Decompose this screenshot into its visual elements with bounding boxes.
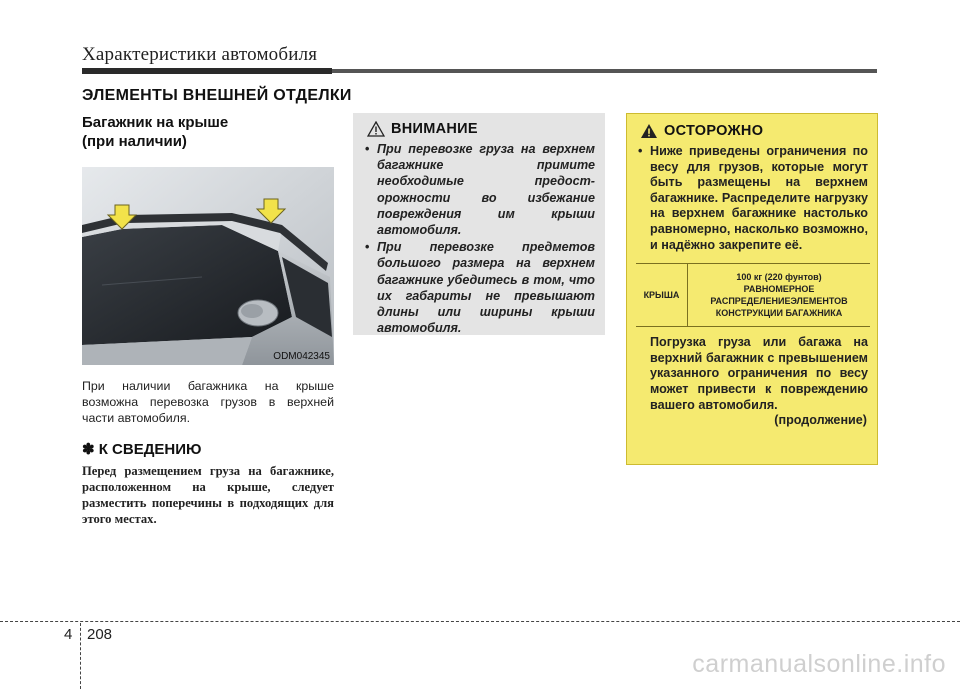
attention-list <box>363 141 595 336</box>
page-number: 208 <box>87 626 113 643</box>
footer-divider <box>80 623 81 689</box>
caution-header <box>640 123 868 139</box>
info-note-text: Перед размещением груза на багажнике, расположенном на крыше, следует разместить поперечины в подходящих для этого местах. <box>82 464 334 526</box>
attention-header <box>367 121 595 137</box>
watermark: carmanualsonline.info <box>692 650 946 678</box>
roof-rack-heading <box>82 113 334 151</box>
roof-rack-description: При наличии багажника на крыше возможна перевозка грузов в верхней части автомобиля. <box>82 379 334 425</box>
image-code: ODM042345 <box>273 351 330 362</box>
car-roof-illustration <box>82 167 334 365</box>
header-title: Характеристики автомобиля <box>82 44 318 65</box>
caution-box <box>626 113 878 465</box>
info-note-title: ✽ К СВЕДЕНИЮ <box>82 441 202 458</box>
chapter-number: 4 <box>64 626 73 643</box>
caution-paragraph: Погрузка груза или багажа на верхний багажник с превышением указанного ограничения по весу может привести к повреждению вашего автомобиля. <box>650 335 868 412</box>
roof-rack-heading-line2: (при наличии) <box>82 133 187 150</box>
warning-triangle-outline-icon <box>367 121 385 137</box>
attention-title: ВНИМАНИЕ <box>391 121 478 137</box>
load-limit-table <box>636 263 870 327</box>
load-limit-line: РАВНОМЕРНОЕ <box>743 284 815 295</box>
caution-text <box>636 335 868 429</box>
roof-rack-photo <box>82 167 334 365</box>
roof-rack-heading-line1: Багажник на крыше <box>82 114 229 131</box>
load-limit-value <box>688 264 870 326</box>
load-limit-label: КРЫША <box>636 264 688 326</box>
load-limit-line: КОНСТРУКЦИИ БАГАЖНИКА <box>715 308 843 319</box>
roof-rack-column <box>82 113 334 527</box>
caution-list <box>636 144 868 253</box>
attention-box <box>353 113 605 335</box>
load-limit-line: РАСПРЕДЕЛЕНИЕЭЛЕМЕНТОВ <box>710 296 848 307</box>
attention-item: • При перевозке предметов большого размера на верхнем багажнике убедитесь в том, что их габариты не превышают длины или ширины крыши автомобиля. <box>363 239 595 336</box>
caution-item: • Ниже приведены ограничения по весу для грузов, которые могут быть размещены на верхнем багажнике. Распределите нагрузку на верхнем багажнике настолько равномерно, насколько возможно, и надёжно закрепите её. <box>636 144 868 253</box>
continued-label: (продолжение) <box>774 413 867 428</box>
attention-item: • При перевозке груза на верхнем багажнике примите необходимые предост-орожности во избежание повреждения им крыши автомобиля. <box>363 141 595 238</box>
footer-rule <box>0 621 960 622</box>
header-rule-accent <box>82 68 332 74</box>
warning-triangle-filled-icon <box>640 123 658 139</box>
load-limit-line: 100 кг (220 фунтов) <box>736 272 822 283</box>
caution-title: ОСТОРОЖНО <box>664 123 764 139</box>
section-title: ЭЛЕМЕНТЫ ВНЕШНЕЙ ОТДЕЛКИ <box>82 87 352 104</box>
